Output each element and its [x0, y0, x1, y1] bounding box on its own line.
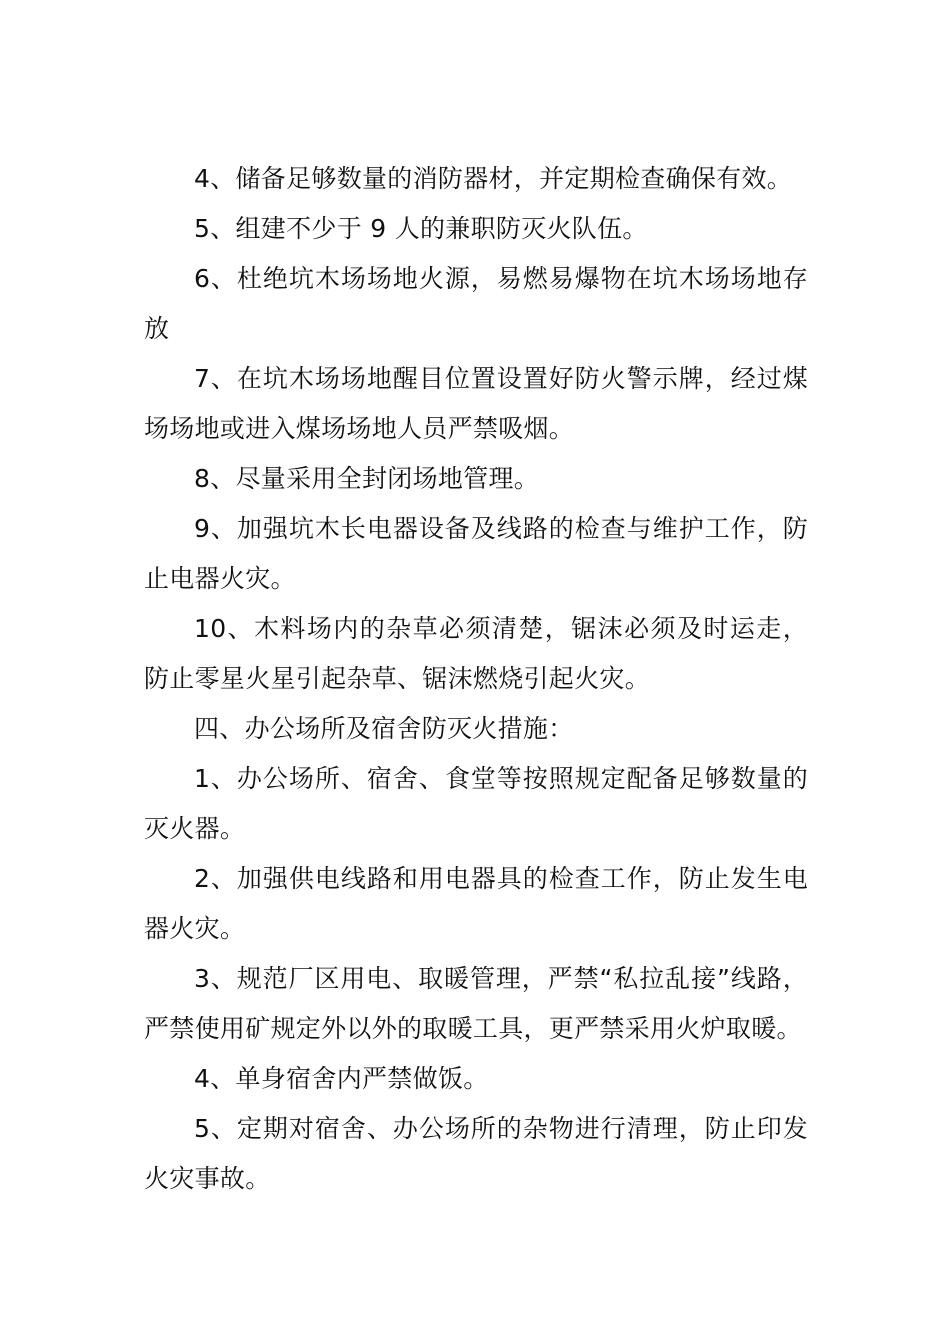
- paragraph-item-9-electrical: 9、加强坑木长电器设备及线路的检查与维护工作，防止电器火灾。: [144, 514, 808, 593]
- paragraph-item-2-wiring: 2、加强供电线路和用电器具的检查工作，防止发生电器火灾。: [144, 864, 808, 943]
- paragraph-item-4-no-cooking: 4、单身宿舍内严禁做饭。: [194, 1064, 489, 1093]
- paragraph-item-5-team: 5、组建不少于 9 人的兼职防灭火队伍。: [194, 214, 648, 243]
- paragraph-item-3-heating: 3、规范厂区用电、取暖管理，严禁“私拉乱接”线路，严禁使用矿规定外以外的取暖工具，更严禁采用火炉取暖。: [144, 964, 808, 1043]
- paragraph-item-5-cleanup: 5、定期对宿舍、办公场所的杂物进行清理，防止印发火灾事故。: [144, 1114, 808, 1193]
- document-body: [144, 154, 808, 1204]
- paragraph-item-6-fire-source: 6、杜绝坑木场场地火源，易燃易爆物在坑木场场地存放: [144, 264, 808, 343]
- paragraph-item-4-equipment: 4、储备足够数量的消防器材，并定期检查确保有效。: [194, 164, 793, 193]
- paragraph-item-1-extinguishers: 1、办公场所、宿舍、食堂等按照规定配备足够数量的灭火器。: [144, 764, 808, 843]
- paragraph-item-7-warning-sign: 7、在坑木场场地醒目位置设置好防火警示牌，经过煤场场地或进入煤场场地人员严禁吸烟。: [144, 364, 808, 443]
- paragraph-item-8-enclosed: 8、尽量采用全封闭场地管理。: [194, 464, 540, 493]
- section-heading-office-dorm: 四、办公场所及宿舍防灭火措施：: [194, 714, 574, 743]
- paragraph-item-10-weeds: 10、木料场内的杂草必须清楚，锯沫必须及时运走，防止零星火星引起杂草、锯沫燃烧引起火灾。: [144, 614, 808, 693]
